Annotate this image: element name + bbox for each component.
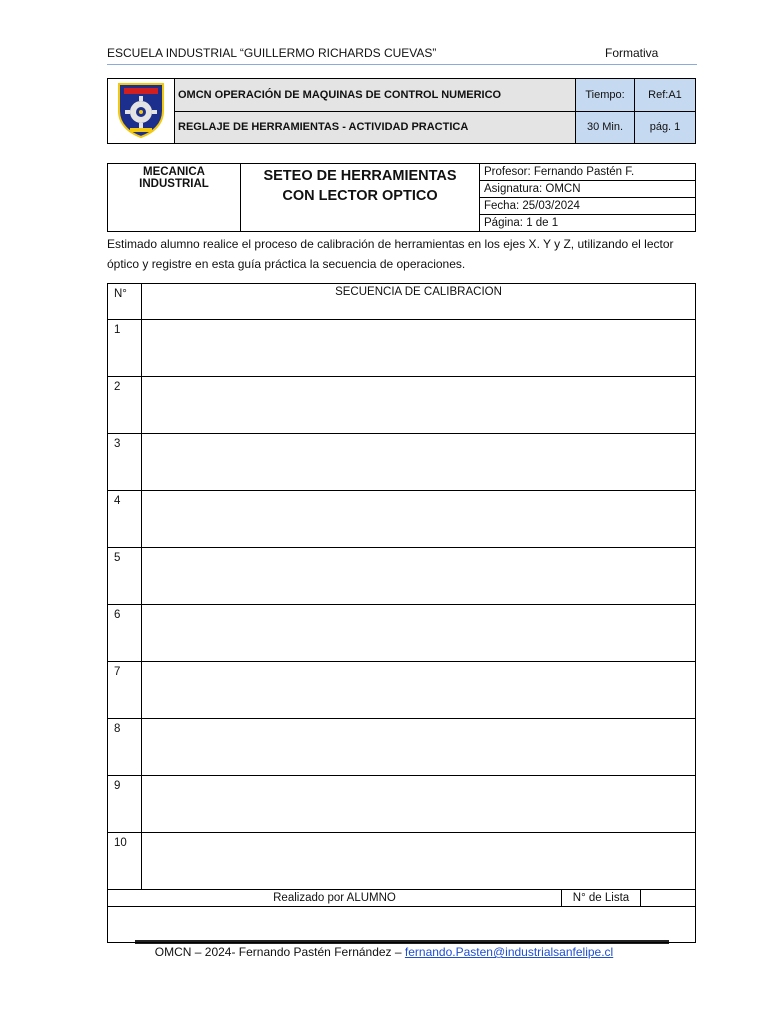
time-value: 30 Min.	[576, 111, 635, 144]
row-number: 9	[108, 776, 142, 833]
row-number: 10	[108, 833, 142, 890]
school-logo-icon	[116, 81, 166, 139]
footer	[0, 945, 768, 959]
header-divider	[107, 64, 697, 65]
sequence-entry-cell[interactable]	[142, 662, 696, 719]
sequence-column-header: SECUENCIA DE CALIBRACION	[142, 284, 696, 320]
row-number: 5	[108, 548, 142, 605]
footer-divider-thin	[135, 943, 669, 944]
row-number: 7	[108, 662, 142, 719]
instructions-paragraph: Estimado alumno realice el proceso de calibración de herramientas en los ejes X. Y y Z, utilizando el lector óptico y registre en esta guía práctica la secuencia de operaciones.	[107, 237, 674, 271]
row-number: 4	[108, 491, 142, 548]
calibration-sequence-table	[107, 283, 696, 943]
realizado-por-label: Realizado por ALUMNO	[108, 890, 562, 907]
sequence-entry-cell[interactable]	[142, 320, 696, 377]
page-ref: pág. 1	[635, 111, 696, 144]
profesor: Profesor: Fernando Pastén F.	[480, 164, 696, 181]
time-label: Tiempo:	[576, 79, 635, 112]
school-name: ESCUELA INDUSTRIAL “GUILLERMO RICHARDS CUEVAS”	[107, 46, 437, 60]
sequence-entry-cell[interactable]	[142, 377, 696, 434]
sequence-entry-cell[interactable]	[142, 434, 696, 491]
row-number: 2	[108, 377, 142, 434]
reference: Ref:A1	[635, 79, 696, 112]
footer-text: OMCN – 2024- Fernando Pastén Fernández –	[154, 945, 405, 959]
row-number: 6	[108, 605, 142, 662]
title-line1: SETEO DE HERRAMIENTAS	[263, 168, 457, 184]
pagina: Página: 1 de 1	[480, 215, 696, 232]
row-number: 1	[108, 320, 142, 377]
row-number: 8	[108, 719, 142, 776]
info-table	[107, 163, 696, 232]
department-line2: INDUSTRIAL	[139, 178, 209, 190]
school-logo-cell	[108, 79, 175, 144]
lista-entry-cell[interactable]	[641, 890, 696, 907]
fecha: Fecha: 25/03/2024	[480, 198, 696, 215]
course-header-table	[107, 78, 696, 144]
activity-title: REGLAJE DE HERRAMIENTAS - ACTIVIDAD PRACTICA	[175, 111, 576, 144]
course-title: OMCN OPERACIÓN DE MAQUINAS DE CONTROL NUMERICO	[175, 79, 576, 112]
row-number: 3	[108, 434, 142, 491]
sequence-entry-cell[interactable]	[142, 833, 696, 890]
sequence-entry-cell[interactable]	[142, 776, 696, 833]
sequence-entry-cell[interactable]	[142, 548, 696, 605]
department-line1: MECANICA	[143, 166, 205, 178]
student-name-entry-cell[interactable]	[108, 907, 696, 943]
document-type: Formativa	[605, 46, 659, 60]
sequence-entry-cell[interactable]	[142, 719, 696, 776]
sequence-entry-cell[interactable]	[142, 605, 696, 662]
department	[108, 164, 241, 232]
lista-label: N° de Lista	[562, 890, 641, 907]
activity-main-title	[241, 164, 480, 232]
number-column-header: N°	[108, 284, 142, 320]
asignatura: Asignatura: OMCN	[480, 181, 696, 198]
footer-email-link[interactable]: fernando.Pasten@industrialsanfelipe.cl	[404, 945, 614, 959]
footer-divider	[135, 940, 669, 942]
title-line2: CON LECTOR OPTICO	[282, 188, 438, 204]
sequence-entry-cell[interactable]	[142, 491, 696, 548]
